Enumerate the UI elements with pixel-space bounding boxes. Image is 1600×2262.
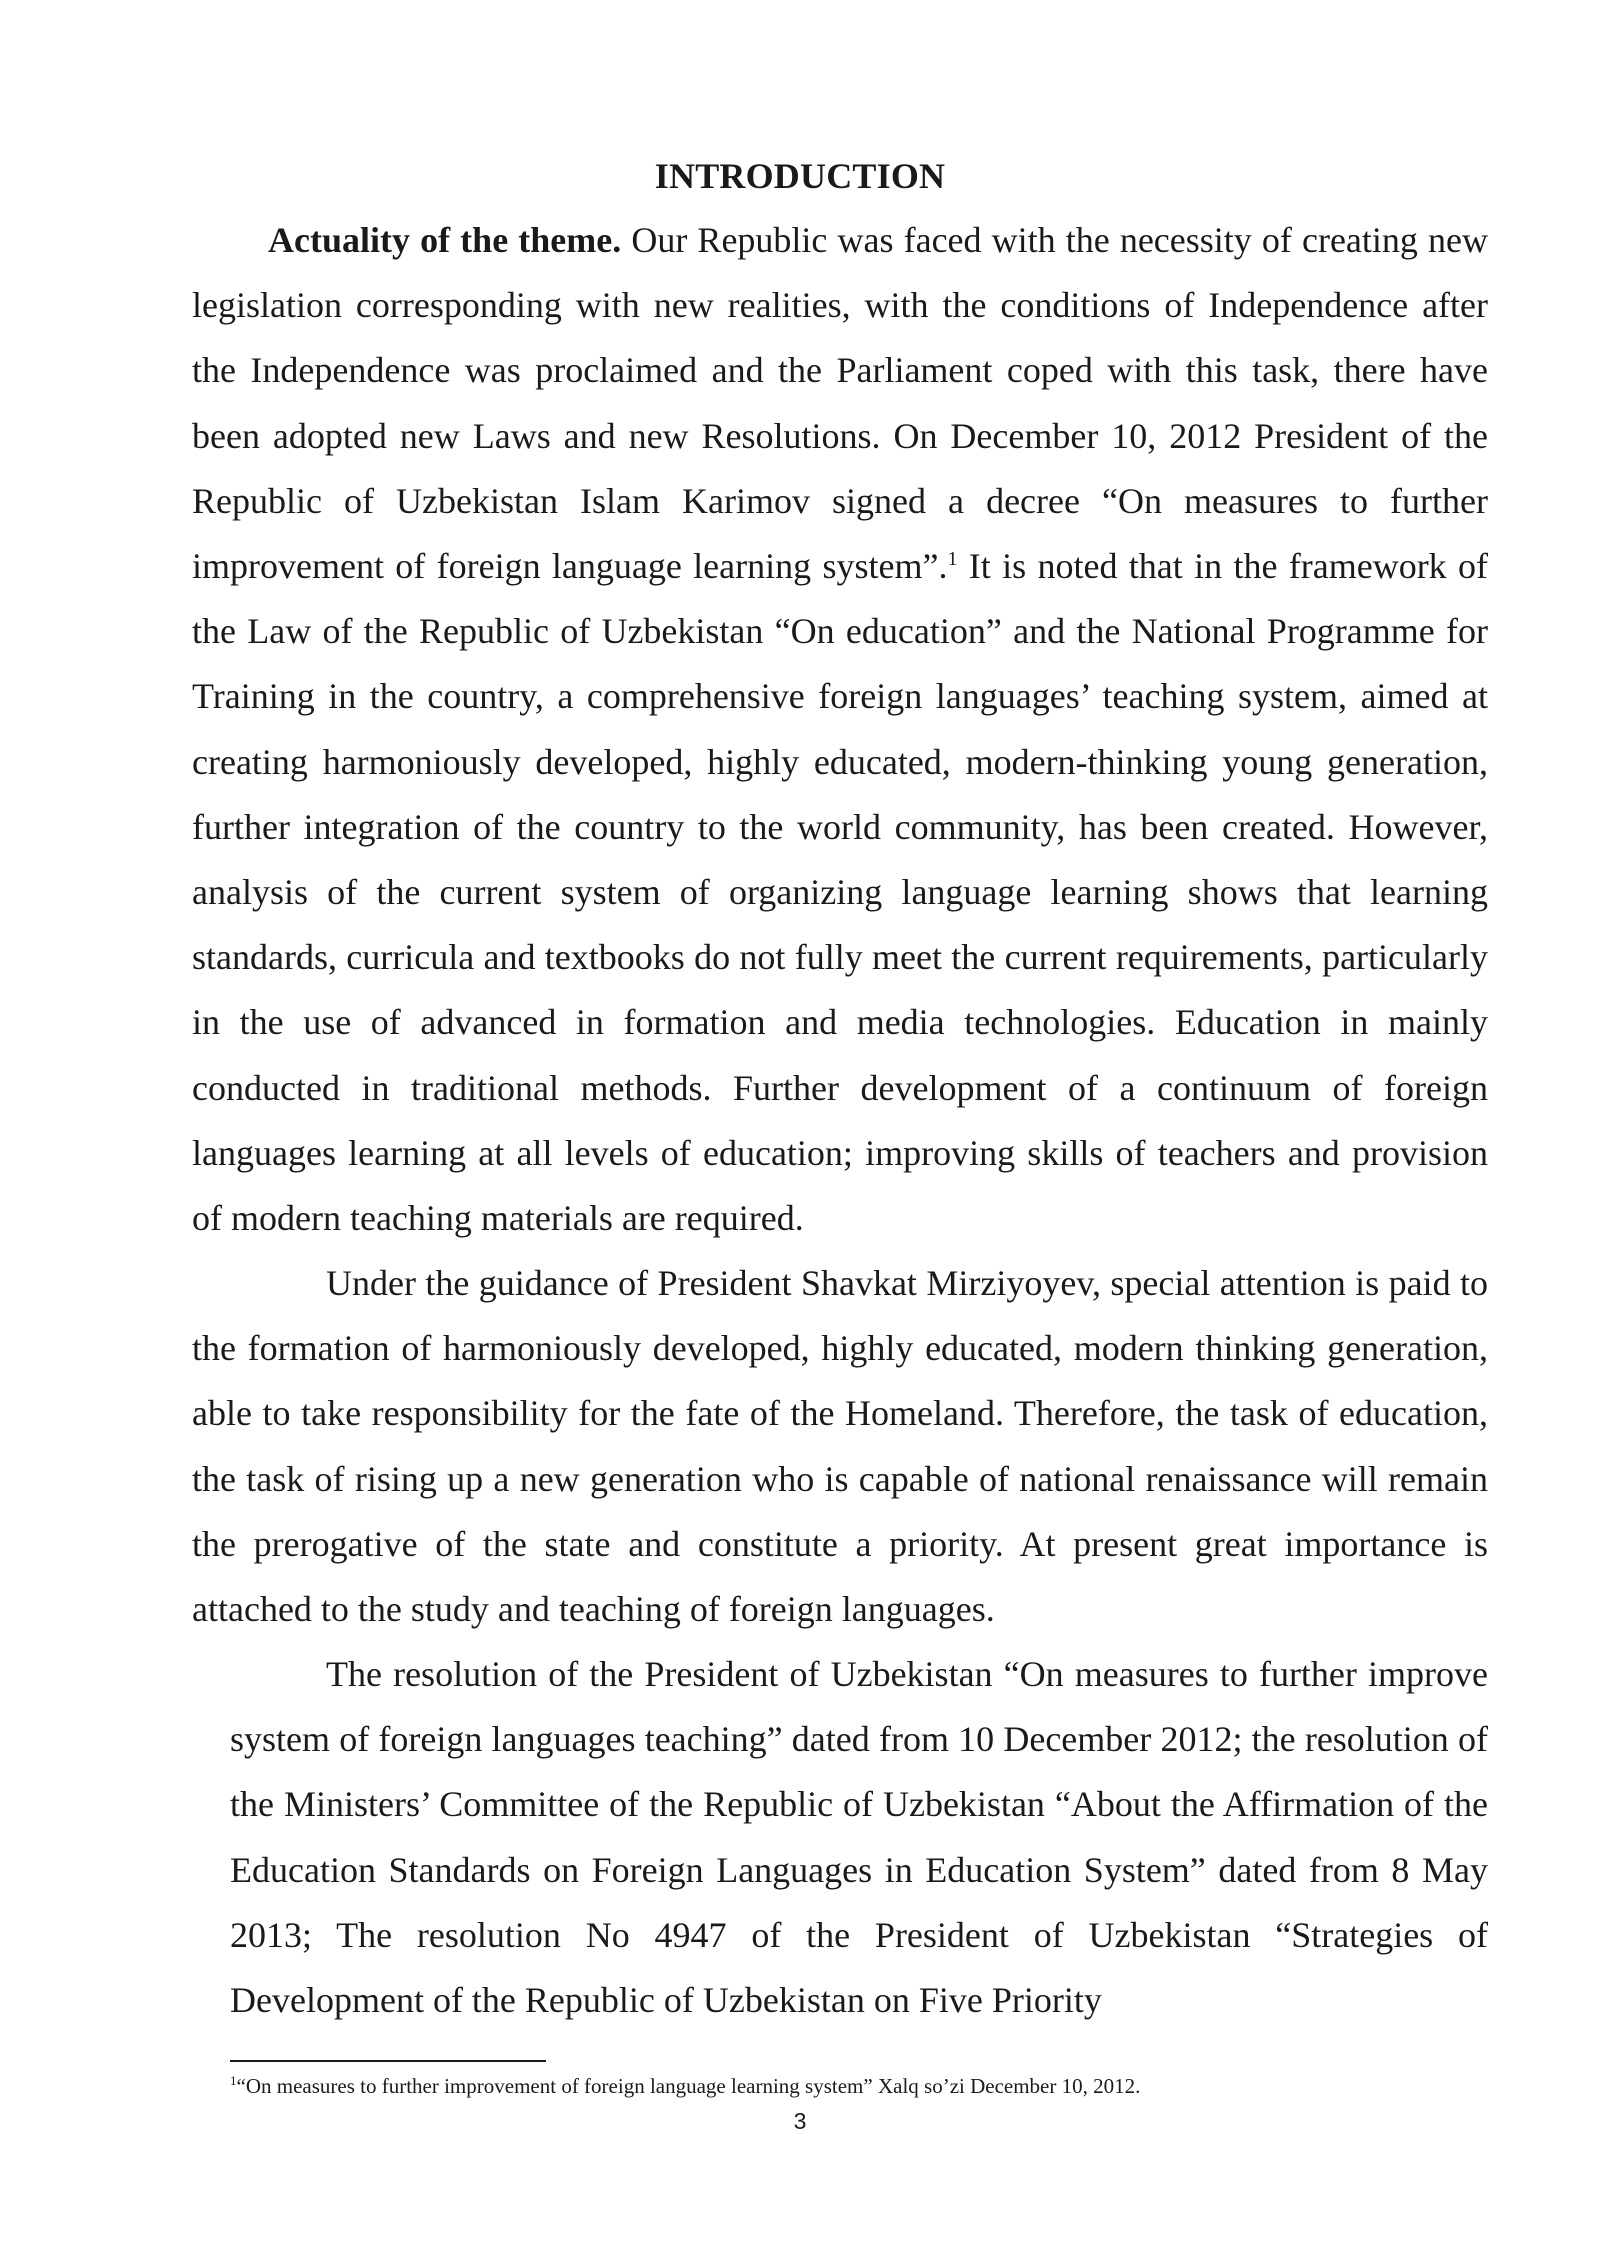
paragraph-resolutions: The resolution of the President of Uzbekistan “On measures to further improve system of foreign languages teaching” dated from 10 December 2012; the resolution of the Ministers’ Committee of the Republic of Uzbekistan “About the Affirmation of the Education Standards on Foreign Languages in Education System” dated from 8 May 2013; The resolution No 4947 of the President of Uzbekistan “Strategies of Development of the Republic of Uzbekistan on Five Priority: [230, 1654, 1488, 2021]
paragraph-actuality: [192, 208, 1488, 1251]
page-number: 3: [793, 2108, 807, 2134]
footnote-marker: 1: [230, 2073, 237, 2088]
paragraph-lead: Actuality of the theme.: [268, 220, 622, 260]
footnote-divider: [230, 2060, 546, 2062]
paragraph-text: It is noted that in the framework of the Law of the Republic of Uzbekistan “On education” and the National Programme for Training in the country, a comprehensive foreign languages’ teaching system, aimed at creating harmoniously developed, highly educated, modern-thinking young generation, further integration of the country to the world community, has been created. However, analysis of the current system of organizing language learning shows that learning standards, curricula and textbooks do not fully meet the current requirements, particularly in the use of advanced in formation and media technologies. Education in mainly conducted in traditional methods. Further development of a continuum of foreign languages learning at all levels of education; improving skills of teachers and provision of modern teaching materials are required.: [192, 546, 1489, 1239]
page-title: INTRODUCTION: [654, 156, 946, 196]
footnote: [230, 2072, 1490, 2100]
footnote-text: “On measures to further improvement of foreign language learning system” Xalq so’zi December 10, 2012.: [236, 2074, 1141, 2098]
footnote-reference[interactable]: 1: [947, 548, 958, 571]
paragraph-guidance: Under the guidance of President Shavkat Mirziyoyev, special attention is paid to the formation of harmoniously developed, highly educated, modern thinking generation, able to take responsibility for the fate of the Homeland. Therefore, the task of education, the task of rising up a new generation who is capable of national renaissance will remain the prerogative of the state and constitute a priority. At present great importance is attached to the study and teaching of foreign languages.: [192, 1263, 1488, 1630]
paragraph-text: Our Republic was faced with the necessity of creating new legislation corresponding with new realities, with the conditions of Independence after the Independence was proclaimed and the Parliament coped with this task, there have been adopted new Laws and new Resolutions. On December 10, 2012 President of the Republic of Uzbekistan Islam Karimov signed a decree “On measures to further improvement of foreign language learning system”.: [192, 220, 1488, 587]
